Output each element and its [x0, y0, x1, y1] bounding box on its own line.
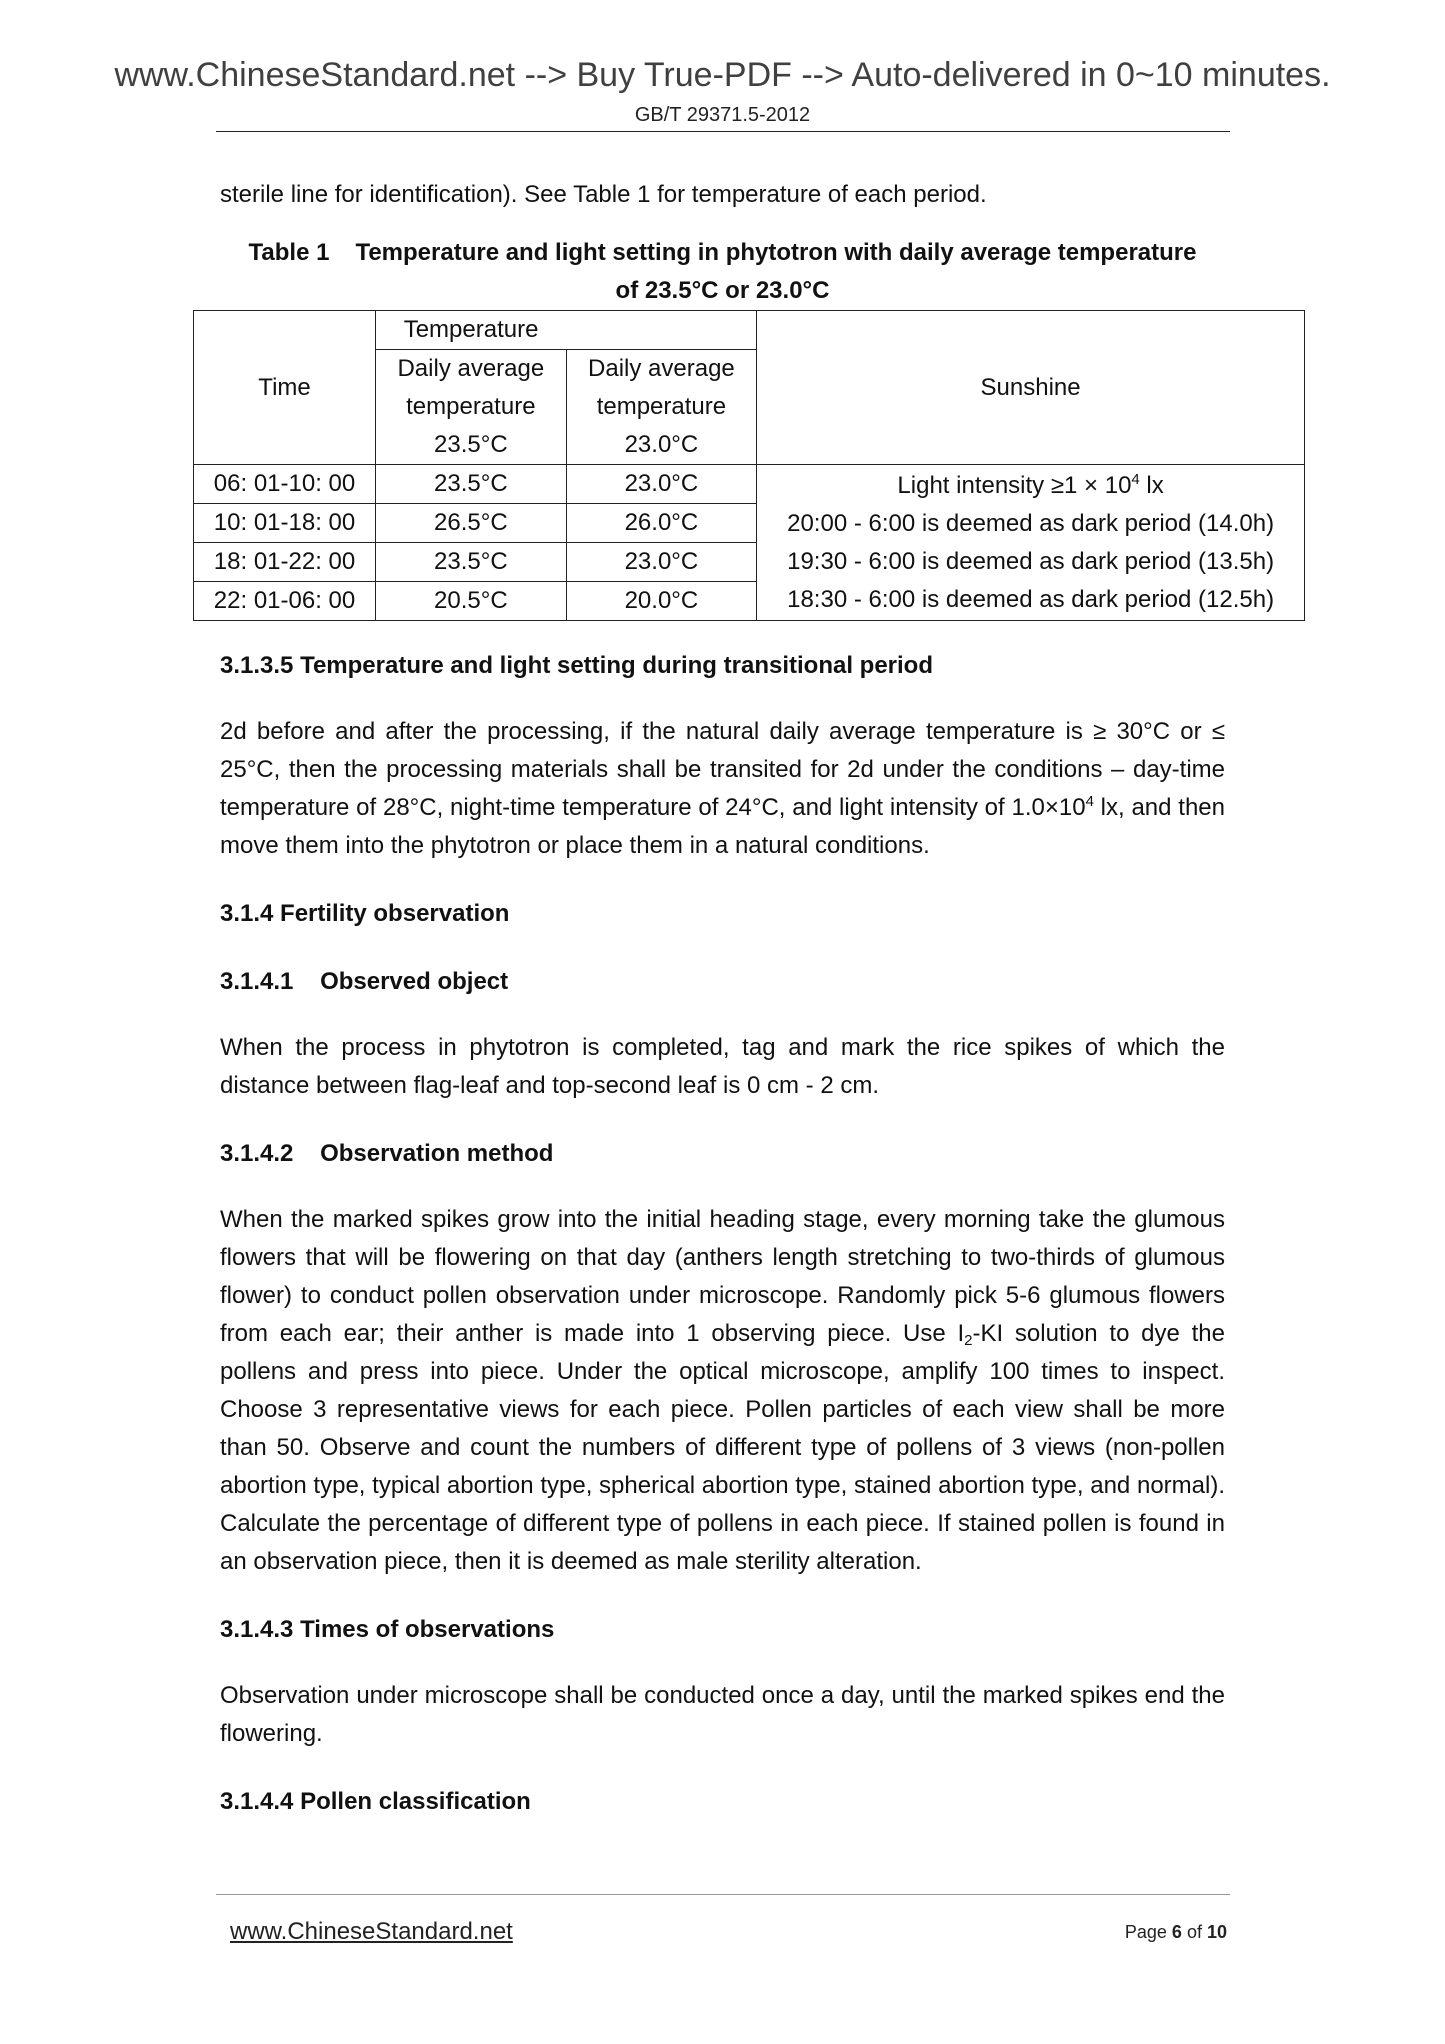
header-col3-line3: 23.0°C: [624, 431, 699, 458]
transitional-text: 2d before and after the processing, if the natural daily average temperature is ≥ 30°C or ≤ 25°C, then the processing materials shall be transited for 2d under the conditions – day-time temperature of 28°C, night-time temperature of 24°C, and light intensity of 1.0×10: [220, 718, 1225, 821]
cell-temp-23-0: 23.0°C: [566, 465, 757, 504]
heading-3-1-4-2: 3.1.4.2 Observation method: [220, 1140, 554, 1167]
header-col2-line2: temperature: [406, 393, 536, 420]
page-number: [1125, 1922, 1227, 1943]
sunshine-light-intensity: [757, 467, 1304, 505]
iodine-subscript: 2: [964, 1332, 973, 1349]
heading-3-1-4-3: 3.1.4.3 Times of observations: [220, 1616, 555, 1643]
transitional-exponent: 4: [1085, 793, 1094, 810]
light-intensity-text: Light intensity ≥1 × 10: [897, 471, 1132, 499]
spacer: [220, 933, 1225, 963]
table-row: [194, 465, 1305, 504]
header-time: Time: [194, 311, 376, 465]
page-current: 6: [1171, 1922, 1182, 1942]
paragraph-observation-method: [220, 1201, 1225, 1581]
method-text-end: -KI solution to dye the pollens and press into piece. Under the optical microscope, amplify 100 times to inspect. Choose 3 representative views for each piece. Pollen particles of each view shall be more than 50. Observe and count the numbers of different type of pollens of 3 views (non-pollen abortion type, typical abortion type, spherical abortion type, stained abortion type, and normal). Calculate the percentage of different type of pollens in each piece. If stained pollen is found in an observation piece, then it is deemed as male sterility alteration.: [220, 1320, 1225, 1575]
table-number: Table 1: [248, 239, 330, 266]
table-caption-line-2: of 23.5°C or 23.0°C: [615, 277, 830, 304]
temperature-light-table: [193, 310, 1305, 621]
footer-rule: [216, 1894, 1230, 1895]
cell-temp-23-5: 20.5°C: [376, 582, 567, 621]
spacer: [220, 1753, 1225, 1783]
heading-3-1-4-1: 3.1.4.1 Observed object: [220, 968, 509, 995]
paragraph-observed-object: When the process in phytotron is completed, tag and mark the rice spikes of which the distance between flag-leaf and top-second leaf is 0 cm - 2 cm.: [220, 1034, 1225, 1099]
standard-number: GB/T 29371.5-2012: [634, 104, 811, 126]
header-sunshine: Sunshine: [757, 311, 1305, 465]
transitional-text-end: lx, and then move them into the phytotron or place them in a natural conditions.: [220, 794, 1225, 859]
cell-time: 18: 01-22: 00: [194, 543, 376, 582]
spacer: [220, 1581, 1225, 1611]
table-caption: [220, 234, 1225, 310]
spacer: [220, 865, 1225, 895]
cell-temp-23-0: 20.0°C: [566, 582, 757, 621]
spacer: [220, 1649, 1225, 1677]
spacer: [220, 1001, 1225, 1029]
top-banner[interactable]: www.ChineseStandard.net --> Buy True-PDF --> Auto-delivered in 0~10 minutes.: [114, 56, 1331, 94]
heading-3-1-3-5: 3.1.3.5 Temperature and light setting during transitional period: [220, 652, 933, 679]
header-daily-avg-23-5: [376, 350, 567, 465]
sunshine-dark-period-2: 19:30 - 6:00 is deemed as dark period (13.5h): [787, 547, 1275, 575]
spacer: [220, 685, 1225, 713]
header-daily-avg-23-0: [566, 350, 757, 465]
cell-temp-23-0: 26.0°C: [566, 504, 757, 543]
spacer: [220, 1105, 1225, 1135]
cell-temp-23-5: 23.5°C: [376, 465, 567, 504]
heading-3-1-4-4: 3.1.4.4 Pollen classification: [220, 1788, 531, 1815]
paragraph-times-of-observations: Observation under microscope shall be conducted once a day, until the marked spikes end the flowering.: [220, 1682, 1225, 1747]
header-temperature: [376, 311, 757, 350]
sunshine-dark-period-1: 20:00 - 6:00 is deemed as dark period (14.0h): [787, 509, 1275, 537]
header-temperature-label: Temperature: [403, 316, 539, 343]
page-content: [213, 176, 1275, 1821]
cell-sunshine: [757, 465, 1305, 621]
cell-time: 10: 01-18: 00: [194, 504, 376, 543]
cell-temp-23-0: 23.0°C: [566, 543, 757, 582]
page-of: of: [1186, 1922, 1202, 1942]
header-col3-line1: Daily average: [588, 355, 735, 382]
cell-temp-23-5: 26.5°C: [376, 504, 567, 543]
header-col3-line2: temperature: [596, 393, 727, 420]
method-text: When the marked spikes grow into the initial heading stage, every morning take the glumous flowers that will be flowering on that day (anthers length stretching to two-thirds of glumous flower) to conduct pollen observation under microscope. Randomly pick 5-6 glumous flowers from each ear; their anther is made into 1 observing piece. Use I: [220, 1206, 1225, 1347]
sunshine-dark-period-3: 18:30 - 6:00 is deemed as dark period (12.5h): [787, 585, 1275, 613]
cell-time: 06: 01-10: 00: [194, 465, 376, 504]
page-word: Page: [1124, 1922, 1167, 1942]
intro-line: sterile line for identification). See Table 1 for temperature of each period.: [220, 181, 987, 208]
cell-temp-23-5: 23.5°C: [376, 543, 567, 582]
paragraph-transitional-period: [220, 713, 1225, 865]
header-col2-line3: 23.5°C: [434, 431, 508, 458]
cell-time: 22: 01-06: 00: [194, 582, 376, 621]
heading-3-1-4: 3.1.4 Fertility observation: [220, 900, 510, 927]
light-intensity-exponent: 4: [1131, 470, 1140, 488]
spacer: [220, 1173, 1225, 1201]
header-col2-line1: Daily average: [397, 355, 545, 382]
table-title: Temperature and light setting in phytotron with daily average temperature: [355, 239, 1197, 266]
table-header-row-1: [194, 311, 1305, 350]
table-caption-line-1: [220, 234, 1225, 272]
footer-website-link[interactable]: www.ChineseStandard.net: [230, 1918, 513, 1945]
page-total: 10: [1206, 1922, 1227, 1942]
header-rule: [216, 131, 1230, 132]
light-intensity-unit: lx: [1139, 471, 1164, 499]
